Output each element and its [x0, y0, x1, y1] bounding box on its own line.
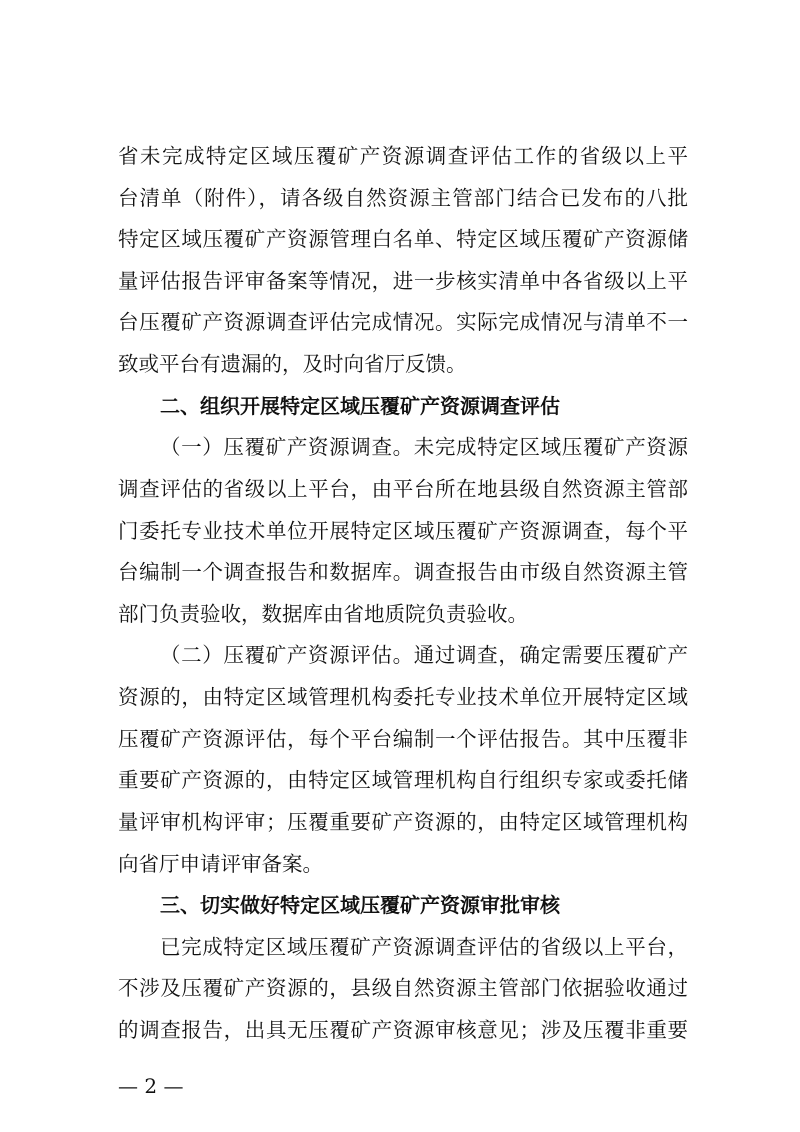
- paragraph-line: 台编制一个调查报告和数据库。调查报告由市级自然资源主管: [118, 560, 688, 584]
- paragraph-line: 的调查报告，出具无压覆矿产资源审核意见；涉及压覆非重要: [118, 1018, 688, 1042]
- paragraph-line: 资源的，由特定区域管理机构委托专业技术单位开展特定区域: [118, 685, 688, 709]
- paragraph-line: 省未完成特定区域压覆矿产资源调查评估工作的省级以上平: [118, 144, 688, 168]
- page-number: — 2 —: [118, 1074, 184, 1098]
- paragraph-line: 调查评估的省级以上平台，由平台所在地县级自然资源主管部: [118, 477, 688, 501]
- paragraph-line: 已完成特定区域压覆矿产资源调查评估的省级以上平台，: [160, 935, 688, 959]
- paragraph-line: （二）压覆矿产资源评估。通过调查，确定需要压覆矿产: [160, 643, 688, 667]
- paragraph-line: 台清单（附件），请各级自然资源主管部门结合已发布的八批: [118, 186, 688, 210]
- section-heading-3: 三、切实做好特定区域压覆矿产资源审批审核: [160, 893, 560, 917]
- section-heading-2: 二、组织开展特定区域压覆矿产资源调查评估: [160, 394, 560, 418]
- paragraph-line: 特定区域压覆矿产资源管理白名单、特定区域压覆矿产资源储: [118, 227, 688, 251]
- paragraph-line: 向省厅申请评审备案。: [118, 852, 323, 876]
- paragraph-line: （一）压覆矿产资源调查。未完成特定区域压覆矿产资源: [160, 435, 688, 459]
- paragraph-line: 门委托专业技术单位开展特定区域压覆矿产资源调查，每个平: [118, 519, 688, 543]
- paragraph-line: 压覆矿产资源评估，每个平台编制一个评估报告。其中压覆非: [118, 727, 688, 751]
- paragraph-line: 重要矿产资源的，由特定区域管理机构自行组织专家或委托储: [118, 768, 688, 792]
- paragraph-line: 量评估报告评审备案等情况，进一步核实清单中各省级以上平: [118, 269, 688, 293]
- paragraph-line: 台压覆矿产资源调查评估完成情况。实际完成情况与清单不一: [118, 310, 688, 334]
- paragraph-line: 致或平台有遗漏的，及时向省厅反馈。: [118, 352, 467, 376]
- paragraph-line: 不涉及压覆矿产资源的，县级自然资源主管部门依据验收通过: [118, 976, 688, 1000]
- paragraph-line: 量评审机构评审；压覆重要矿产资源的，由特定区域管理机构: [118, 810, 688, 834]
- paragraph-line: 部门负责验收，数据库由省地质院负责验收。: [118, 602, 528, 626]
